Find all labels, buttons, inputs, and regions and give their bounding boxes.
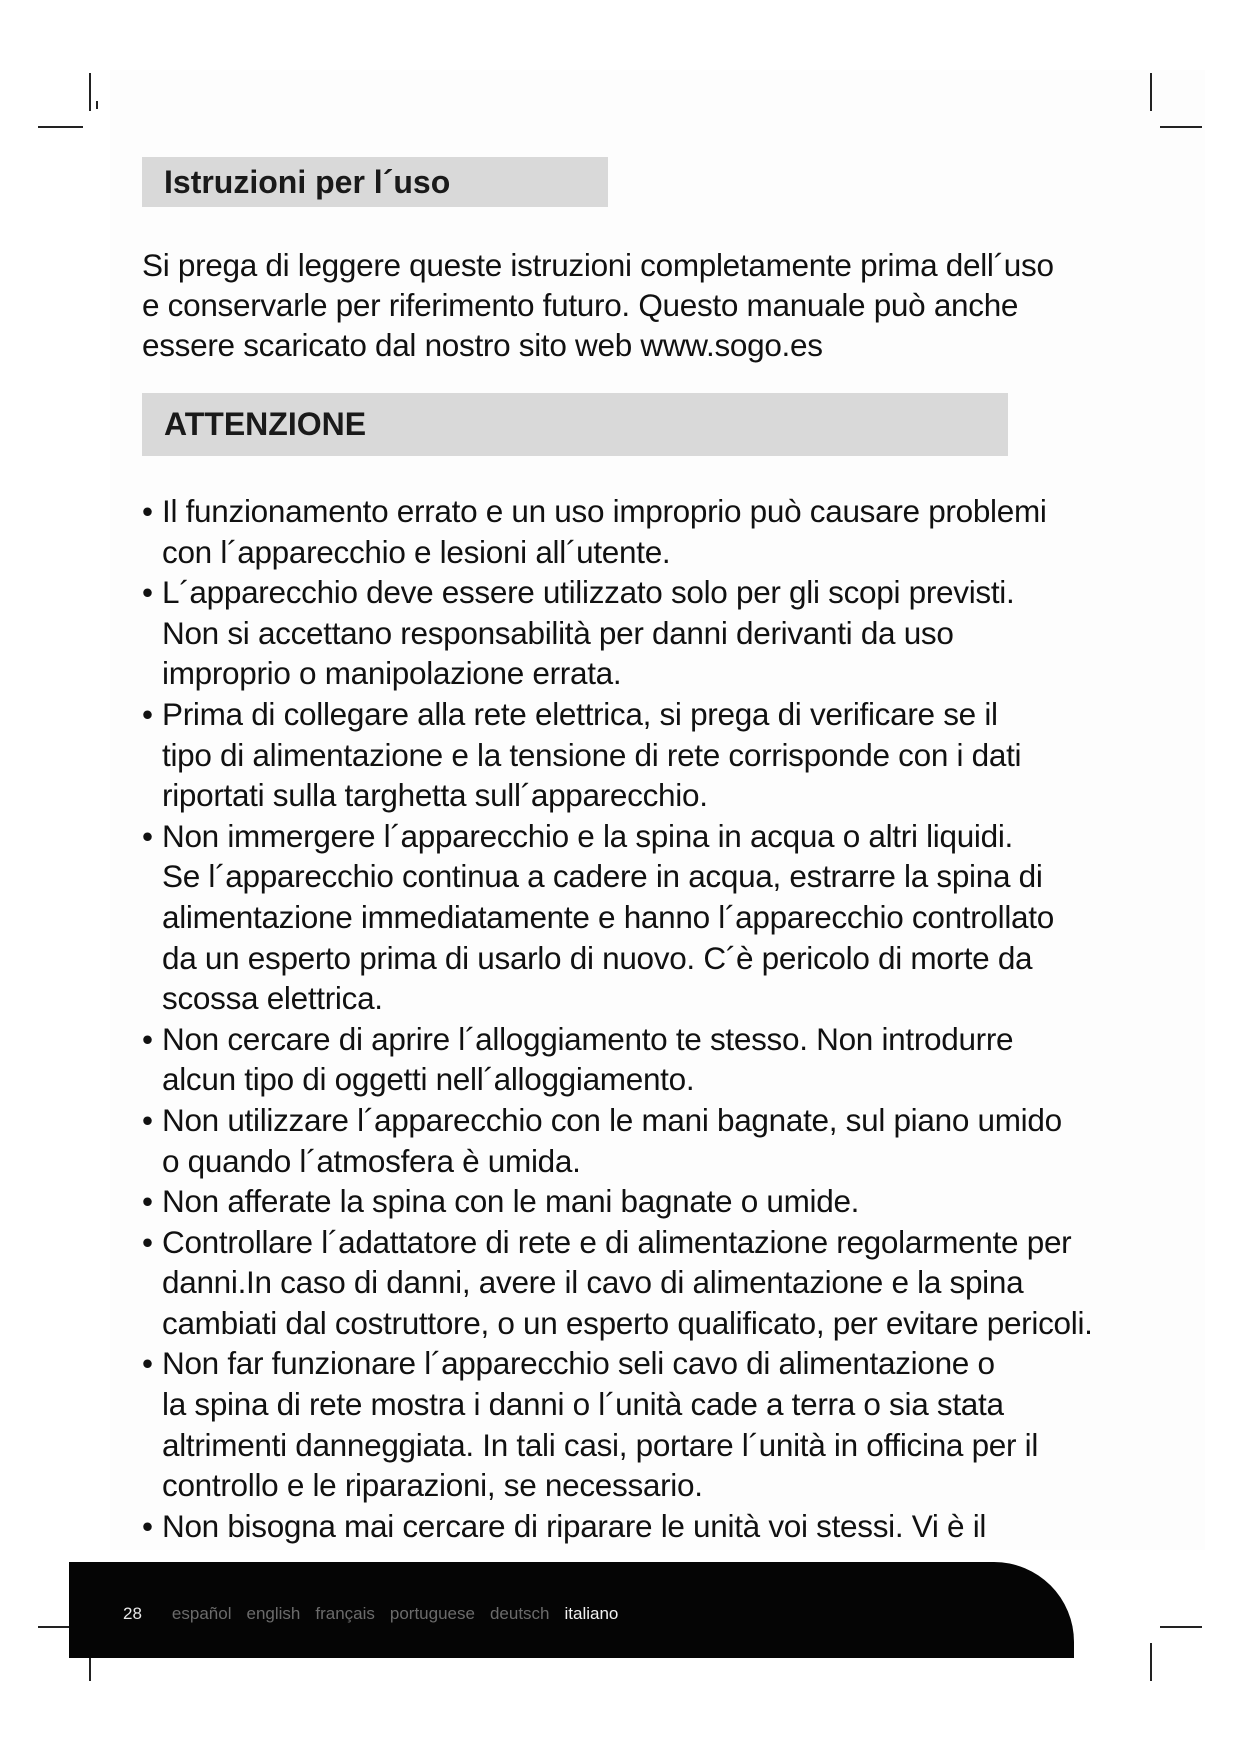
warning-line: Controllare l´adattatore di rete e di alimentazione regolarmente per (162, 1223, 1072, 1260)
bullet-icon: • (142, 1223, 153, 1260)
warning-line: L´apparecchio deve essere utilizzato solo per gli scopi previsti. (162, 574, 1015, 611)
language-label-spanish: español (171, 1604, 232, 1623)
warning-line: Non si accettano responsabilità per danni derivanti da uso (162, 614, 954, 651)
warning-line: alcun tipo di oggetti nell´alloggiamento. (162, 1061, 695, 1098)
warning-item (142, 1019, 1142, 1100)
warning-line: Se l´apparecchio continua a cadere in acqua, estrarre la spina di (162, 858, 1043, 895)
warning-item (142, 1181, 1142, 1222)
warning-line: cambiati dal costruttore, o un esperto qualificato, per evitare pericoli. (162, 1304, 1093, 1341)
crop-mark-bottom-right-vertical (1150, 1643, 1152, 1681)
warning-line: Non cercare di aprire l´alloggiamento te stesso. Non introdurre (162, 1020, 1014, 1057)
warning-item (142, 572, 1142, 694)
crop-mark-bottom-right-horizontal (1160, 1626, 1202, 1628)
section-heading-warning: ATTENZIONE (142, 393, 1008, 456)
warning-line: controllo e le riparazioni, se necessario. (162, 1467, 703, 1504)
crop-mark-top-left-tick (96, 101, 98, 109)
footer-navigation (123, 1604, 633, 1624)
warning-item (142, 816, 1142, 1019)
language-label-italian-active: italiano (564, 1604, 619, 1623)
bullet-icon: • (142, 817, 153, 854)
warning-line: Non bisogna mai cercare di riparare le unità voi stessi. Vi è il (162, 1507, 987, 1544)
warning-line: la spina di rete mostra i danni o l´unità cade a terra o sia stata (162, 1386, 1004, 1423)
crop-mark-top-left-vertical (89, 73, 91, 111)
crop-mark-top-right-horizontal (1160, 126, 1202, 128)
bullet-icon: • (142, 1183, 153, 1220)
bullet-icon: • (142, 493, 153, 529)
warning-item (142, 1100, 1142, 1181)
warning-line: da un esperto prima di usarlo di nuovo. C´è pericolo di morte da (162, 939, 1033, 976)
intro-line: Si prega di leggere queste istruzioni completamente prima dell´uso (142, 247, 1054, 283)
warning-line: altrimenti danneggiata. In tali casi, portare l´unità in officina per il (162, 1426, 1039, 1463)
warning-line: Non immergere l´apparecchio e la spina in acqua o altri liquidi. (162, 817, 1014, 854)
warning-line: con l´apparecchio e lesioni all´utente. (162, 533, 671, 570)
warning-line: Non afferate la spina con le mani bagnate o umide. (162, 1183, 860, 1220)
warning-item (142, 1506, 1142, 1547)
crop-mark-top-right-vertical (1150, 73, 1152, 111)
warning-list (142, 491, 1142, 1546)
warning-line: alimentazione immediatamente e hanno l´apparecchio controllato (162, 898, 1054, 935)
bullet-icon: • (142, 574, 153, 611)
bullet-icon: • (142, 1101, 153, 1138)
crop-mark-top-left-horizontal (38, 126, 83, 128)
bullet-icon: • (142, 1020, 153, 1057)
bullet-icon: • (142, 695, 153, 732)
warning-line: riportati sulla targhetta sull´apparecchio. (162, 777, 708, 814)
warning-line: o quando l´atmosfera è umida. (162, 1142, 581, 1179)
warning-item (142, 694, 1142, 816)
warning-item (142, 1222, 1142, 1344)
warning-item (142, 491, 1142, 572)
warning-line: Non utilizzare l´apparecchio con le mani bagnate, sul piano umido (162, 1101, 1062, 1138)
intro-paragraph (142, 245, 1142, 365)
intro-line: e conservarle per riferimento futuro. Questo manuale può anche (142, 287, 1019, 323)
warning-line: scossa elettrica. (162, 980, 383, 1017)
warning-line: improprio o manipolazione errata. (162, 655, 622, 692)
language-label-german: deutsch (489, 1604, 550, 1623)
intro-line: essere scaricato dal nostro sito web www.sogo.es (142, 327, 823, 363)
bullet-icon: • (142, 1507, 153, 1544)
warning-line: danni.In caso di danni, avere il cavo di alimentazione e la spina (162, 1264, 1024, 1301)
warning-item (142, 1343, 1142, 1505)
warning-line: tipo di alimentazione e la tensione di rete corrisponde con i dati (162, 736, 1022, 773)
section-heading-instructions: Istruzioni per l´uso (142, 157, 608, 207)
language-label-french: français (315, 1604, 375, 1623)
warning-line: Prima di collegare alla rete elettrica, si prega di verificare se il (162, 695, 998, 732)
page-number: 28 (123, 1604, 142, 1623)
language-label-english: english (246, 1604, 301, 1623)
language-label-portuguese: portuguese (389, 1604, 475, 1623)
warning-line: Il funzionamento errato e un uso improprio può causare problemi (162, 493, 1047, 529)
bullet-icon: • (142, 1345, 153, 1382)
warning-line: Non far funzionare l´apparecchio seli cavo di alimentazione o (162, 1345, 995, 1382)
